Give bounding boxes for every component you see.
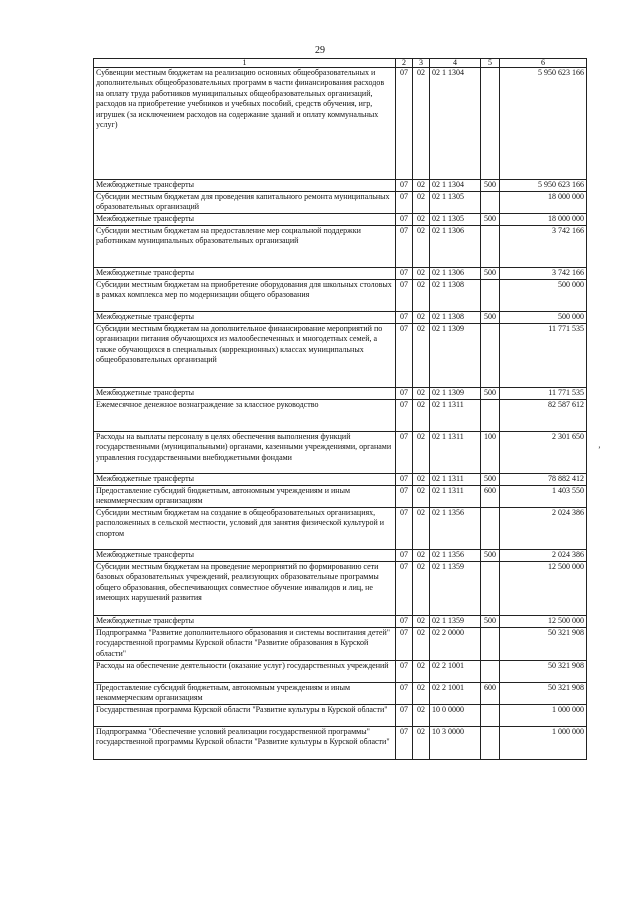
row-pr-cell: 02 (413, 683, 430, 705)
row-name-cell: Субсидии местным бюджетам для проведения капитального ремонта муниципальных образовательных организаций (94, 192, 396, 214)
row-rz-cell: 07 (396, 180, 413, 192)
row-csr-cell: 02 1 1306 (430, 268, 481, 280)
row-name-cell: Субвенции местным бюджетам на реализацию основных общеобразовательных и дополнительных общеобразовательных программ в части финансирования расходов на оплату труда работников муниципальных общеобразовательных организаций, расходов на приобретение учебников и учебных пособий, средств обучения, игр, игрушек (за исключением расходов на содержание зданий и оплату коммунальных услуг) (94, 68, 396, 180)
row-vr-cell (481, 68, 500, 180)
row-pr-cell: 02 (413, 268, 430, 280)
row-pr-cell: 02 (413, 486, 430, 508)
table-row (94, 486, 587, 508)
row-name-cell: Предоставление субсидий бюджетным, автономным учреждениям и иным некоммерческим организациям (94, 486, 396, 508)
row-sum-cell: 3 742 166 (500, 226, 587, 268)
table-row (94, 68, 587, 180)
row-rz-cell: 07 (396, 705, 413, 727)
row-csr-cell: 02 1 1359 (430, 616, 481, 628)
row-csr-cell: 02 1 1311 (430, 474, 481, 486)
row-sum-cell: 78 882 412 (500, 474, 587, 486)
row-pr-cell: 02 (413, 705, 430, 727)
table-row (94, 388, 587, 400)
row-name-cell: Подпрограмма "Обеспечение условий реализации государственной программы" государственной программы Курской области "Развитие культуры в Курской области" (94, 727, 396, 760)
row-csr-cell: 02 1 1356 (430, 550, 481, 562)
row-name-cell: Подпрограмма "Развитие дополнительного образования и системы воспитания детей" государственной программы Курской области "Развитие образования в Курской области" (94, 628, 396, 661)
row-rz-cell: 07 (396, 324, 413, 388)
row-sum-cell: 50 321 908 (500, 628, 587, 661)
row-sum-cell: 3 742 166 (500, 268, 587, 280)
row-sum-cell: 1 000 000 (500, 727, 587, 760)
row-pr-cell: 02 (413, 628, 430, 661)
row-sum-cell: 500 000 (500, 312, 587, 324)
table-row (94, 474, 587, 486)
row-vr-cell: 500 (481, 312, 500, 324)
table-header-row (94, 59, 587, 68)
row-csr-cell: 02 1 1311 (430, 432, 481, 474)
row-csr-cell: 02 1 1305 (430, 214, 481, 226)
table-row (94, 508, 587, 550)
row-vr-cell: 600 (481, 486, 500, 508)
row-sum-cell: 18 000 000 (500, 192, 587, 214)
row-sum-cell: 2 024 386 (500, 508, 587, 550)
row-rz-cell: 07 (396, 562, 413, 616)
table-row (94, 562, 587, 616)
row-name-cell: Межбюджетные трансферты (94, 616, 396, 628)
row-vr-cell (481, 628, 500, 661)
row-sum-cell: 2 024 386 (500, 550, 587, 562)
row-pr-cell: 02 (413, 388, 430, 400)
row-pr-cell: 02 (413, 550, 430, 562)
row-csr-cell: 02 2 1001 (430, 661, 481, 683)
row-sum-cell: 5 950 623 166 (500, 68, 587, 180)
row-name-cell: Государственная программа Курской области "Развитие культуры в Курской области" (94, 705, 396, 727)
row-sum-cell: 11 771 535 (500, 324, 587, 388)
row-vr-cell: 500 (481, 550, 500, 562)
row-vr-cell (481, 705, 500, 727)
row-name-cell: Субсидии местным бюджетам на дополнительное финансирование мероприятий по организации питания обучающихся из малообеспеченных и многодетных семей, а также обучающихся в специальных (коррекционных) классах муниципальных общеобразовательных организаций (94, 324, 396, 388)
row-pr-cell: 02 (413, 616, 430, 628)
row-vr-cell: 500 (481, 616, 500, 628)
table-body (94, 68, 587, 760)
row-csr-cell: 02 2 0000 (430, 628, 481, 661)
row-rz-cell: 07 (396, 486, 413, 508)
row-sum-cell: 11 771 535 (500, 388, 587, 400)
row-rz-cell: 07 (396, 683, 413, 705)
row-pr-cell: 02 (413, 508, 430, 550)
row-sum-cell: 12 500 000 (500, 616, 587, 628)
row-vr-cell: 500 (481, 474, 500, 486)
row-sum-cell: 50 321 908 (500, 661, 587, 683)
row-vr-cell: 500 (481, 268, 500, 280)
col-header-1: 1 (94, 59, 396, 68)
row-rz-cell: 07 (396, 400, 413, 432)
row-name-cell: Расходы на выплаты персоналу в целях обеспечения выполнения функций государственными (муниципальными) органами, казенными учреждениями, органами управления государственными внебюджетными фондами (94, 432, 396, 474)
row-csr-cell: 02 1 1306 (430, 226, 481, 268)
row-pr-cell: 02 (413, 280, 430, 312)
row-vr-cell: 500 (481, 214, 500, 226)
row-sum-cell: 12 500 000 (500, 562, 587, 616)
row-csr-cell: 02 1 1308 (430, 312, 481, 324)
row-vr-cell (481, 280, 500, 312)
row-pr-cell: 02 (413, 68, 430, 180)
table-row (94, 616, 587, 628)
row-pr-cell: 02 (413, 474, 430, 486)
row-csr-cell: 02 1 1308 (430, 280, 481, 312)
table-row (94, 268, 587, 280)
row-pr-cell: 02 (413, 226, 430, 268)
row-csr-cell: 02 1 1356 (430, 508, 481, 550)
row-name-cell: Межбюджетные трансферты (94, 268, 396, 280)
row-sum-cell: 18 000 000 (500, 214, 587, 226)
row-name-cell: Субсидии местным бюджетам на предоставление мер социальной поддержки работникам муниципальных образовательных организаций (94, 226, 396, 268)
row-pr-cell: 02 (413, 214, 430, 226)
row-name-cell: Субсидии местным бюджетам на приобретение оборудования для школьных столовых в рамках комплекса мер по модернизации общего образования (94, 280, 396, 312)
row-vr-cell (481, 226, 500, 268)
row-vr-cell (481, 562, 500, 616)
row-sum-cell: 1 000 000 (500, 705, 587, 727)
table-row (94, 180, 587, 192)
row-csr-cell: 10 3 0000 (430, 727, 481, 760)
row-pr-cell: 02 (413, 432, 430, 474)
row-vr-cell (481, 508, 500, 550)
row-name-cell: Межбюджетные трансферты (94, 180, 396, 192)
row-rz-cell: 07 (396, 550, 413, 562)
table-row (94, 312, 587, 324)
row-rz-cell: 07 (396, 388, 413, 400)
row-vr-cell (481, 400, 500, 432)
row-rz-cell: 07 (396, 727, 413, 760)
row-rz-cell: 07 (396, 432, 413, 474)
row-name-cell: Межбюджетные трансферты (94, 388, 396, 400)
row-name-cell: Межбюджетные трансферты (94, 550, 396, 562)
row-pr-cell: 02 (413, 324, 430, 388)
row-vr-cell: 500 (481, 180, 500, 192)
table-row (94, 705, 587, 727)
row-sum-cell: 1 403 550 (500, 486, 587, 508)
table-row (94, 324, 587, 388)
row-csr-cell: 02 1 1359 (430, 562, 481, 616)
margin-mark: ʼ (598, 445, 601, 454)
table-row (94, 628, 587, 661)
row-rz-cell: 07 (396, 474, 413, 486)
row-csr-cell: 02 2 1001 (430, 683, 481, 705)
table-row (94, 432, 587, 474)
row-sum-cell: 500 000 (500, 280, 587, 312)
row-sum-cell: 50 321 908 (500, 683, 587, 705)
table-row (94, 280, 587, 312)
row-sum-cell: 82 587 612 (500, 400, 587, 432)
row-name-cell: Расходы на обеспечение деятельности (оказание услуг) государственных учреждений (94, 661, 396, 683)
row-vr-cell: 500 (481, 388, 500, 400)
row-vr-cell (481, 727, 500, 760)
row-pr-cell: 02 (413, 727, 430, 760)
row-csr-cell: 02 1 1309 (430, 324, 481, 388)
table-row (94, 226, 587, 268)
row-name-cell: Межбюджетные трансферты (94, 474, 396, 486)
row-name-cell: Ежемесячное денежное вознаграждение за классное руководство (94, 400, 396, 432)
row-vr-cell (481, 661, 500, 683)
row-name-cell: Субсидии местным бюджетам на проведение мероприятий по формированию сети базовых образовательных учреждений, реализующих образовательные программы общего образования, обеспечивающих совместное обучение инвалидов и лиц, не имеющих нарушений развития (94, 562, 396, 616)
col-header-6: 6 (500, 59, 587, 68)
table-row (94, 550, 587, 562)
row-rz-cell: 07 (396, 68, 413, 180)
row-rz-cell: 07 (396, 226, 413, 268)
row-vr-cell: 600 (481, 683, 500, 705)
row-csr-cell: 02 1 1309 (430, 388, 481, 400)
row-rz-cell: 07 (396, 192, 413, 214)
row-rz-cell: 07 (396, 616, 413, 628)
row-name-cell: Субсидии местным бюджетам на создание в общеобразовательных организациях, расположенных в сельской местности, условий для занятия физической культурой и спортом (94, 508, 396, 550)
col-header-4: 4 (430, 59, 481, 68)
row-pr-cell: 02 (413, 661, 430, 683)
row-csr-cell: 02 1 1304 (430, 68, 481, 180)
row-rz-cell: 07 (396, 214, 413, 226)
row-rz-cell: 07 (396, 268, 413, 280)
table-row (94, 727, 587, 760)
row-rz-cell: 07 (396, 661, 413, 683)
row-csr-cell: 02 1 1305 (430, 192, 481, 214)
row-pr-cell: 02 (413, 400, 430, 432)
row-sum-cell: 2 301 650 (500, 432, 587, 474)
row-rz-cell: 07 (396, 312, 413, 324)
row-vr-cell (481, 324, 500, 388)
row-name-cell: Предоставление субсидий бюджетным, автономным учреждениям и иным некоммерческим организациям (94, 683, 396, 705)
row-csr-cell: 10 0 0000 (430, 705, 481, 727)
table-row (94, 192, 587, 214)
row-pr-cell: 02 (413, 192, 430, 214)
row-name-cell: Межбюджетные трансферты (94, 214, 396, 226)
col-header-3: 3 (413, 59, 430, 68)
row-rz-cell: 07 (396, 628, 413, 661)
col-header-5: 5 (481, 59, 500, 68)
row-vr-cell (481, 192, 500, 214)
row-rz-cell: 07 (396, 280, 413, 312)
row-pr-cell: 02 (413, 180, 430, 192)
table-row (94, 683, 587, 705)
table-row (94, 661, 587, 683)
row-vr-cell: 100 (481, 432, 500, 474)
row-name-cell: Межбюджетные трансферты (94, 312, 396, 324)
row-csr-cell: 02 1 1311 (430, 486, 481, 508)
page-number: 29 (315, 45, 325, 56)
col-header-2: 2 (396, 59, 413, 68)
budget-table (93, 58, 587, 760)
row-pr-cell: 02 (413, 312, 430, 324)
table-row (94, 214, 587, 226)
row-pr-cell: 02 (413, 562, 430, 616)
row-rz-cell: 07 (396, 508, 413, 550)
row-sum-cell: 5 950 623 166 (500, 180, 587, 192)
row-csr-cell: 02 1 1311 (430, 400, 481, 432)
table-row (94, 400, 587, 432)
row-csr-cell: 02 1 1304 (430, 180, 481, 192)
